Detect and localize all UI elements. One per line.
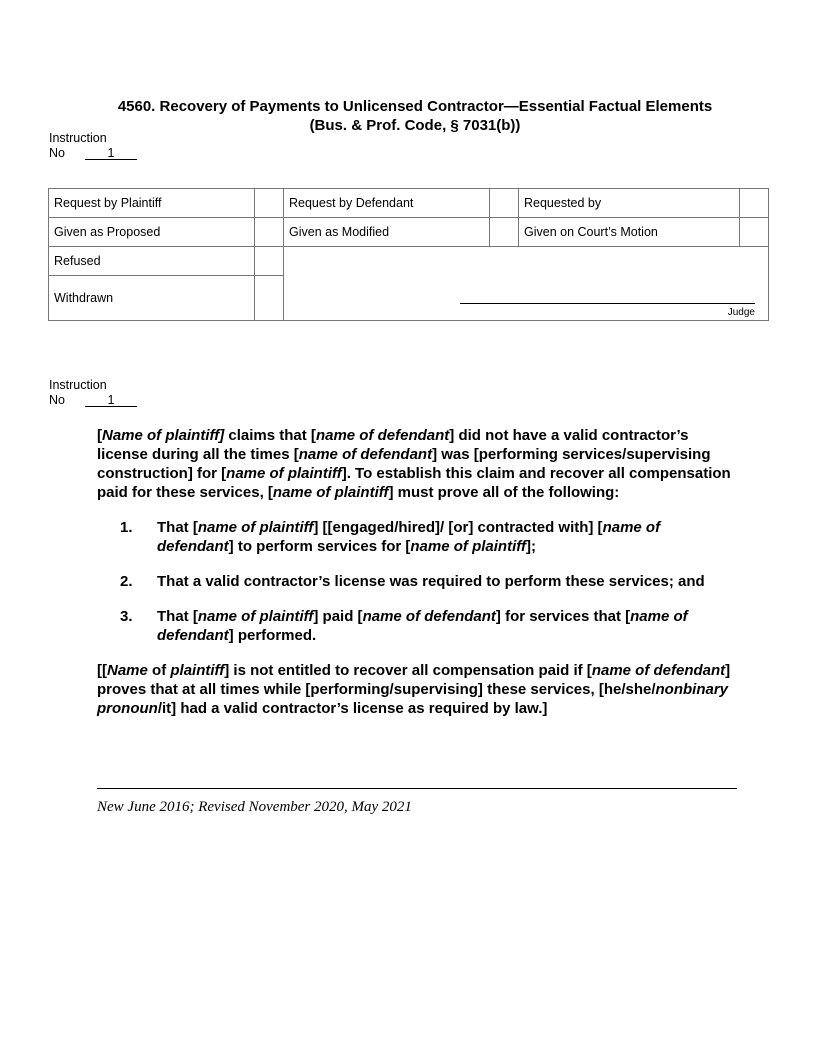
text-segment: ] proves that at all times while [performing/supervising] these services, [he/she/ — [97, 662, 731, 698]
instruction-number-field[interactable]: 1 — [85, 147, 137, 160]
no-label: No — [49, 393, 65, 407]
placeholder-text: name of defendant — [315, 427, 450, 444]
placeholder-text: plaintiff — [170, 662, 225, 679]
requested-by-checkbox[interactable] — [740, 189, 769, 218]
text-segment: ] for services that [ — [495, 608, 631, 625]
judge-signature-line[interactable] — [460, 303, 755, 304]
element-text — [157, 572, 737, 591]
revision-history: New June 2016; Revised November 2020, May 2021 — [97, 799, 412, 815]
given-on-courts-motion-label: Given on Court’s Motion — [519, 218, 740, 247]
text-segment: That [ — [157, 608, 198, 625]
text-segment: [[ — [97, 662, 107, 679]
element-item — [97, 607, 737, 645]
text-segment: ]. To establish this claim and recover all compensation paid for these services, [ — [97, 465, 731, 501]
text-segment: ] must prove all of the following: — [388, 484, 620, 501]
element-number: 2. — [120, 573, 133, 590]
placeholder-text: name of plaintiff — [410, 538, 526, 555]
judge-signature-area — [284, 247, 769, 321]
text-segment: ] paid [ — [313, 608, 363, 625]
no-label: No — [49, 146, 65, 160]
request-by-plaintiff-label: Request by Plaintiff — [49, 189, 255, 218]
text-segment: claims that [ — [224, 427, 316, 444]
request-by-plaintiff-checkbox[interactable] — [255, 189, 284, 218]
request-by-defendant-checkbox[interactable] — [490, 189, 519, 218]
placeholder-text: Name — [107, 662, 148, 679]
withdrawn-checkbox[interactable] — [255, 276, 284, 321]
refused-label: Refused — [49, 247, 255, 276]
instruction-label: Instruction — [49, 131, 107, 145]
placeholder-text: name of defendant — [298, 446, 433, 463]
placeholder-text: name of defendant — [591, 662, 726, 679]
instruction-number-field[interactable]: 1 — [85, 394, 137, 407]
given-as-modified-label: Given as Modified — [284, 218, 490, 247]
placeholder-text: name of defendant — [362, 608, 496, 625]
placeholder-text: name of plaintiff — [272, 484, 389, 501]
closing-paragraph — [97, 661, 737, 718]
placeholder-text: Name of plaintiff] — [102, 427, 225, 444]
request-by-defendant-label: Request by Defendant — [284, 189, 490, 218]
element-item — [97, 572, 737, 591]
given-as-modified-checkbox[interactable] — [490, 218, 519, 247]
instruction-title — [0, 97, 816, 135]
text-segment: ] [[engaged/hired]/ [or] contracted with] [ — [313, 519, 603, 536]
text-segment: That [ — [157, 519, 198, 536]
given-as-proposed-label: Given as Proposed — [49, 218, 255, 247]
placeholder-text: name of plaintiff — [197, 608, 314, 625]
element-item — [97, 518, 737, 556]
element-number: 1. — [120, 519, 133, 536]
instruction-number-block-top — [49, 131, 137, 161]
element-text — [157, 607, 737, 645]
instruction-body — [97, 426, 737, 718]
refused-checkbox[interactable] — [255, 247, 284, 276]
request-table — [48, 188, 769, 321]
given-on-courts-motion-checkbox[interactable] — [740, 218, 769, 247]
text-segment: ] was [performing services/supervising construction] for [ — [97, 446, 711, 482]
placeholder-text: name of plaintiff — [197, 519, 314, 536]
text-segment: ]; — [525, 538, 536, 555]
instruction-number-block-bottom — [49, 378, 137, 408]
text-segment: [ — [97, 427, 102, 444]
text-segment: That a valid contractor’s license was required to perform these services; and — [157, 573, 705, 590]
title-line-1: 4560. Recovery of Payments to Unlicensed Contractor—Essential Factual Elements — [117, 98, 713, 115]
text-segment: ] did not have a valid contractor’s license during all the times [ — [97, 427, 689, 463]
text-segment: ] to perform services for [ — [228, 538, 411, 555]
placeholder-text: name of plaintiff — [226, 465, 342, 482]
text-segment: of — [147, 662, 171, 679]
element-number: 3. — [120, 608, 133, 625]
withdrawn-label: Withdrawn — [49, 276, 255, 321]
placeholder-text: nonbinary pronoun — [97, 681, 729, 717]
footer-divider — [97, 788, 737, 789]
judge-label: Judge — [727, 307, 755, 318]
placeholder-text: name of defendant — [157, 519, 661, 555]
placeholder-text: name of defendant — [157, 608, 688, 644]
text-segment: ] performed. — [228, 627, 317, 644]
requested-by-label: Requested by — [519, 189, 740, 218]
text-segment: ] is not entitled to recover all compensation paid if [ — [224, 662, 592, 679]
element-text — [157, 518, 737, 556]
instruction-label: Instruction — [49, 378, 107, 392]
text-segment: /it] had a valid contractor’s license as required by law.] — [157, 700, 548, 717]
intro-paragraph — [97, 426, 737, 502]
title-line-2: (Bus. & Prof. Code, § 7031(b)) — [309, 117, 521, 134]
given-as-proposed-checkbox[interactable] — [255, 218, 284, 247]
